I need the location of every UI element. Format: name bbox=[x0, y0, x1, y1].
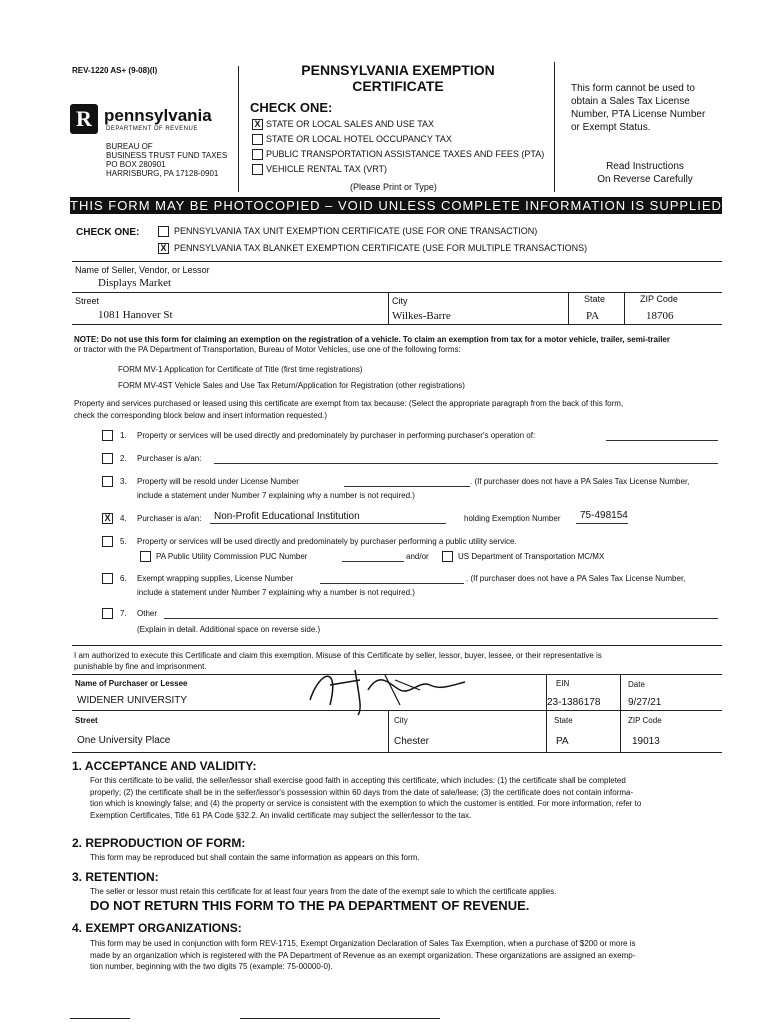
read-instructions-line: Read Instructions bbox=[606, 161, 684, 172]
section-1-title: 1. ACCEPTANCE AND VALIDITY: bbox=[72, 759, 257, 773]
reason-7-line[interactable] bbox=[164, 618, 718, 619]
notice-line: obtain a Sales Tax License bbox=[571, 96, 690, 107]
cert-type-label: PENNSYLVANIA TAX UNIT EXEMPTION CERTIFICATE (USE FOR ONE TRANSACTION) bbox=[174, 226, 538, 236]
seller-city-label: City bbox=[392, 296, 408, 306]
reason-5-checkbox[interactable] bbox=[102, 536, 113, 547]
tax-type-checkbox[interactable] bbox=[252, 149, 263, 160]
cert-type-checkbox[interactable] bbox=[158, 226, 169, 237]
usdot-checkbox[interactable] bbox=[442, 551, 453, 562]
ein[interactable]: 23-1386178 bbox=[547, 697, 601, 708]
vehicle-note bbox=[74, 335, 670, 355]
section-1-line: properly; (2) the certificate shall be in the seller/lessor's possession within 60 days from the date of sale/lease; (3) the certificate does not contain informa- bbox=[90, 787, 634, 797]
reason-6-line[interactable] bbox=[320, 583, 464, 584]
reason-6-line2: include a statement under Number 7 explaining why a number is not required.) bbox=[137, 588, 415, 597]
bureau-line: PO BOX 280901 bbox=[106, 160, 166, 169]
tax-type-label: VEHICLE RENTAL TAX (VRT) bbox=[266, 164, 388, 174]
seller-street-label: Street bbox=[75, 296, 100, 306]
reason-5-text: Property or services will be used directly and predominately by purchaser performing a public utility service. bbox=[137, 537, 517, 546]
reason-4-checkbox[interactable]: X bbox=[102, 513, 113, 524]
puc-andor: and/or bbox=[406, 552, 429, 561]
bureau-line: BUREAU OF bbox=[106, 142, 153, 151]
section-2-title: 2. REPRODUCTION OF FORM: bbox=[72, 836, 246, 850]
notice-text bbox=[571, 82, 705, 134]
section-3-title: 3. RETENTION: bbox=[72, 870, 159, 884]
usdot-label: US Department of Transportation MC/MX bbox=[458, 552, 605, 561]
property-text-line: check the corresponding block below and insert information requested.) bbox=[74, 411, 328, 420]
reason-6-num: 6. bbox=[120, 574, 127, 583]
photocopy-banner: THIS FORM MAY BE PHOTOCOPIED – VOID UNLESS COMPLETE INFORMATION IS SUPPLIED bbox=[70, 198, 722, 213]
tax-type-checkbox[interactable]: X bbox=[252, 119, 263, 130]
section-4-line: made by an organization which is registered with the PA Department of Revenue as an exempt organization. These organizations are assigned an exemp- bbox=[90, 950, 636, 960]
section-3-emphasis: DO NOT RETURN THIS FORM TO THE PA DEPARTMENT OF REVENUE. bbox=[90, 898, 530, 913]
reason-7-line2: (Explain in detail. Additional space on reverse side.) bbox=[137, 625, 321, 634]
property-text bbox=[74, 398, 623, 422]
title-line-1: PENNSYLVANIA EXEMPTION bbox=[301, 62, 495, 78]
reason-2-num: 2. bbox=[120, 454, 127, 463]
purchaser-street-label: Street bbox=[75, 716, 98, 725]
cert-type-label: PENNSYLVANIA TAX BLANKET EXEMPTION CERTIFICATE (USE FOR MULTIPLE TRANSACTIONS) bbox=[174, 243, 588, 253]
reason-3-line2: include a statement under Number 7 explaining why a number is not required.) bbox=[137, 491, 415, 500]
section-1-line: For this certificate to be valid, the seller/lessor shall exercise good faith in accepting this certificate, which includes: (1) the certificate shall be completed bbox=[90, 776, 626, 785]
check-one-2: CHECK ONE: bbox=[76, 227, 140, 238]
authorization-line: I am authorized to execute this Certificate and claim this exemption. Misuse of this Certificate by seller, lessor, buyer, lessee, or their representative is bbox=[74, 651, 602, 660]
purchaser-city[interactable]: Chester bbox=[394, 736, 430, 747]
pa-logo-icon: R bbox=[70, 104, 98, 134]
notice-line: Number, PTA License Number bbox=[571, 109, 706, 120]
seller-name[interactable]: Displays Market bbox=[98, 277, 172, 289]
vehicle-note-line: or tractor with the PA Department of Transportation, Bureau of Motor Vehicles, use one of the following forms: bbox=[74, 345, 461, 354]
notice-line: This form cannot be used to bbox=[571, 83, 695, 94]
purchaser-street[interactable]: One University Place bbox=[77, 735, 171, 746]
vehicle-forms bbox=[118, 362, 465, 394]
form-id: REV-1220 AS+ (9-08)(I) bbox=[72, 66, 158, 75]
print-note: (Please Print or Type) bbox=[350, 182, 437, 192]
section-1-line: Exemption Certificates, Title 61 PA Code §32.2. An invalid certificate may subject the seller/lessor to the tax. bbox=[90, 810, 472, 820]
reason-2-text: Purchaser is a/an: bbox=[137, 454, 202, 463]
reason-1-num: 1. bbox=[120, 431, 127, 440]
reason-3-text: Property will be resold under License Number bbox=[137, 477, 299, 486]
vehicle-form-line: FORM MV-1 Application for Certificate of Title (first time registrations) bbox=[118, 365, 363, 374]
purchaser-zip-label: ZIP Code bbox=[628, 716, 662, 725]
bureau-line: HARRISBURG, PA 17128-0901 bbox=[106, 169, 219, 178]
section-4-title: 4. EXEMPT ORGANIZATIONS: bbox=[72, 921, 242, 935]
purchaser-zip[interactable]: 19013 bbox=[632, 736, 660, 747]
authorization-line: punishable by fine and imprisonment. bbox=[74, 662, 207, 671]
purchaser-state[interactable]: PA bbox=[556, 736, 569, 747]
section-4-line: tion number, beginning with the two digits 75 (example: 75-00000-0). bbox=[90, 962, 333, 971]
vehicle-note-line: NOTE: Do not use this form for claiming an exemption on the registration of a vehicle. To claim an exemption from tax for a motor vehicle, trailer, semi-trailer bbox=[74, 335, 670, 344]
reason-3-checkbox[interactable] bbox=[102, 476, 113, 487]
reason-4-line2 bbox=[576, 523, 628, 524]
property-text-line: Property and services purchased or leased using this certificate are exempt from tax because: (Select the appropriate paragraph from the back of this form, bbox=[74, 399, 624, 408]
reason-1-line[interactable] bbox=[606, 440, 718, 441]
reason-2-checkbox[interactable] bbox=[102, 453, 113, 464]
reason-2-line[interactable] bbox=[214, 463, 718, 464]
reason-1-checkbox[interactable] bbox=[102, 430, 113, 441]
seller-state[interactable]: PA bbox=[586, 310, 600, 322]
reason-4-num: 4. bbox=[120, 514, 127, 523]
reason-1-text: Property or services will be used directly and predominately by purchaser in performing purchaser's operation of: bbox=[137, 431, 536, 440]
tax-type-label: STATE OR LOCAL HOTEL OCCUPANCY TAX bbox=[266, 134, 452, 144]
vehicle-form-line: FORM MV-4ST Vehicle Sales and Use Tax Return/Application for Registration (other registrations) bbox=[118, 381, 465, 390]
puc-label: PA Public Utility Commission PUC Number bbox=[156, 552, 308, 561]
seller-zip-label: ZIP Code bbox=[640, 294, 678, 304]
section-1-body bbox=[90, 775, 730, 821]
puc-checkbox[interactable] bbox=[140, 551, 151, 562]
section-1-line: tion which is knowingly false; and (4) the property or service is consistent with the exemption to which the customer is entitled. For more information, refer to bbox=[90, 799, 642, 808]
date-label: Date bbox=[628, 680, 645, 689]
tax-type-checkbox[interactable] bbox=[252, 134, 263, 145]
purchaser-city-label: City bbox=[394, 716, 408, 725]
logo-text: pennsylvania bbox=[104, 106, 212, 125]
reason-4-line bbox=[210, 523, 446, 524]
seller-street[interactable]: 1081 Hanover St bbox=[98, 309, 173, 321]
signature bbox=[300, 660, 470, 720]
reason-3-extra: . (If purchaser does not have a PA Sales Tax License Number, bbox=[470, 477, 690, 486]
bureau-line: BUSINESS TRUST FUND TAXES bbox=[106, 151, 228, 160]
read-instructions-line: On Reverse Carefully bbox=[597, 174, 693, 185]
seller-zip[interactable]: 18706 bbox=[646, 310, 674, 322]
section-3-body: The seller or lessor must retain this certificate for at least four years from the date of the exempt sale to which the certificate applies. bbox=[90, 887, 557, 896]
reason-5-num: 5. bbox=[120, 537, 127, 546]
purchaser-name[interactable]: WIDENER UNIVERSITY bbox=[77, 695, 188, 706]
seller-name-label: Name of Seller, Vendor, or Lessor bbox=[75, 265, 210, 275]
purchaser-state-label: State bbox=[554, 716, 573, 725]
reason-6-extra: . (If purchaser does not have a PA Sales Tax License Number, bbox=[466, 574, 686, 583]
purchaser-name-label: Name of Purchaser or Lessee bbox=[75, 679, 188, 688]
reason-4-fill2[interactable]: 75-498154 bbox=[580, 510, 628, 521]
reason-4-fill[interactable]: Non-Profit Educational Institution bbox=[214, 511, 360, 522]
cert-type-checkbox[interactable]: X bbox=[158, 243, 169, 254]
check-one-title: CHECK ONE: bbox=[250, 100, 333, 115]
section-4-line: This form may be used in conjunction with form REV-1715, Exempt Organization Declaration of Sales Tax Exemption, when a purchase of $200 or more is bbox=[90, 939, 636, 948]
tax-type-checkbox[interactable] bbox=[252, 164, 263, 175]
reason-7-text: Other bbox=[137, 609, 158, 618]
reason-4-text: Purchaser is a/an: bbox=[137, 514, 202, 523]
tax-type-label: STATE OR LOCAL SALES AND USE TAX bbox=[266, 119, 435, 129]
puc-line[interactable] bbox=[342, 561, 404, 562]
section-2-body: This form may be reproduced but shall contain the same information as appears on this form. bbox=[90, 853, 420, 862]
reason-6-text: Exempt wrapping supplies, License Number bbox=[137, 574, 294, 583]
reason-4-extra: holding Exemption Number bbox=[464, 514, 561, 523]
title-line-2: CERTIFICATE bbox=[352, 78, 444, 94]
section-4-body bbox=[90, 938, 730, 973]
reason-3-num: 3. bbox=[120, 477, 127, 486]
reason-6-checkbox[interactable] bbox=[102, 573, 113, 584]
reason-3-line[interactable] bbox=[344, 486, 470, 487]
seller-state-label: State bbox=[584, 294, 606, 304]
logo-subtitle: DEPARTMENT OF REVENUE bbox=[106, 126, 198, 132]
seller-city[interactable]: Wilkes-Barre bbox=[392, 310, 451, 322]
bureau-address bbox=[106, 142, 227, 178]
notice-box bbox=[563, 78, 721, 133]
reason-7-num: 7. bbox=[120, 609, 127, 618]
notice-line: or Exempt Status. bbox=[571, 122, 651, 133]
tax-type-label: PUBLIC TRANSPORTATION ASSISTANCE TAXES AND FEES (PTA) bbox=[266, 149, 545, 159]
ein-label: EIN bbox=[556, 679, 570, 688]
reason-7-checkbox[interactable] bbox=[102, 608, 113, 619]
read-instructions bbox=[575, 160, 715, 186]
date[interactable]: 9/27/21 bbox=[628, 697, 662, 708]
